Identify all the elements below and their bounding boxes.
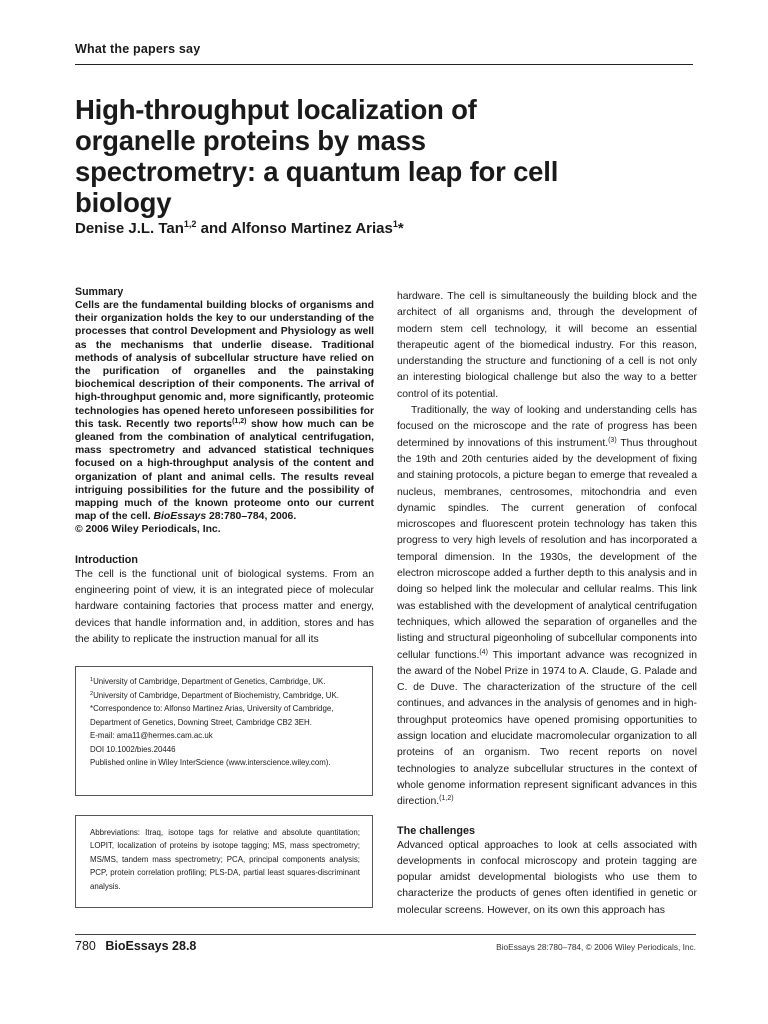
affiliations-box — [75, 666, 373, 796]
correspondence-line: *Correspondence to: Alfonso Martinez Arias, University of Cambridge, Department of Genetics, Downing Street, Cambridge CB2 3EH. — [90, 704, 334, 727]
correspondence-marker: * — [397, 220, 404, 237]
section-label: What the papers say — [75, 42, 201, 56]
article-title: High-throughput localization of organelle proteins by mass spectrometry: a quantum leap for cell biology — [75, 94, 559, 218]
page-number: 780 — [75, 939, 96, 953]
paragraph-text: Thus throughout the 19th and 20th centuries aided by the development of fixing and staining protocols, a picture began to emerge that revealed a nucleus, membranes, centrosomes, mitochondria and even dynamic spindles. The current generation of confocal microscopes and fluorescent protein technology has taken this progress to very high levels of resolution and has incorporated a temporal dimension. In the 1930s, the development of the electron microscope added a further depth to this analysis and in doing so helped link the molecular and cellular realms. This link was established with the development of analytical centrifugation techniques, which allowed the separation of organelles and the listing and structural pigeonholing of subcellular components into cellular functions. — [397, 437, 697, 661]
published-line: Published online in Wiley InterScience (www.interscience.wiley.com). — [90, 758, 331, 767]
summary-heading: Summary — [75, 286, 124, 298]
affiliation-text: University of Cambridge, Department of Genetics, Cambridge, UK. — [93, 677, 326, 686]
author-name: Denise J.L. Tan — [75, 220, 184, 237]
author-list — [75, 219, 695, 237]
paragraph-text: This important advance was recognized in the award of the Nobel Prize in 1974 to A. Claude, G. Palade and C. de Duve. The characterization of the structure of the cell continues, and advances in the analysis of genomes and in high-throughput proteomics have opened promising opportunities to assign location and elucidate macromolecular organization to all proteins of an organism. Two recent reports on novel technologies to analyze subcellular structures in the context of whole genome information represent significant advances in this direction. — [397, 649, 697, 808]
reference-marker: (1,2) — [232, 417, 247, 425]
body-paragraph — [397, 403, 697, 810]
reference-marker: (1,2) — [439, 795, 454, 803]
journal-issue: BioEssays 28.8 — [105, 939, 197, 953]
introduction-text: The cell is the functional unit of biological systems. From an engineering point of view, it is an integrated piece of molecular hardware containing factories that process matter and energy, devices that handle information and, in addition, stores and has the ability to replicate the instruction manual for all its — [75, 568, 374, 646]
affiliation-number: 1 — [90, 677, 94, 683]
right-column — [397, 289, 697, 919]
author-connector: and — [196, 220, 231, 237]
citation-journal: BioEssays — [153, 511, 207, 523]
reference-marker: (3) — [608, 436, 617, 444]
paragraph-text: Traditionally, the way of looking and understanding cells has focused on the microscope and the rate of progress has been determined by innovations of this instrument. — [397, 405, 697, 449]
affiliation-line — [90, 689, 360, 703]
left-column — [75, 286, 374, 649]
copyright-line: © 2006 Wiley Periodicals, Inc. — [75, 524, 221, 536]
affiliation-text: University of Cambridge, Department of Biochemistry, Cambridge, UK. — [93, 690, 339, 700]
introduction-heading: Introduction — [75, 553, 138, 566]
body-paragraph: Advanced optical approaches to look at cells associated with developments in confocal microscopy and protein tagging are popular amidst developmental biologists who use them to characterize the products of genes often identified in genetic or molecular screens. However, on its own this approach has — [397, 839, 697, 916]
citation-details: 28:780–784, 2006. — [206, 511, 297, 523]
summary-text — [75, 299, 374, 537]
email-line: E-mail: ama11@hermes.cam.ac.uk — [90, 731, 213, 740]
reference-marker: (4) — [479, 648, 488, 656]
footer-left — [75, 939, 196, 953]
footer-citation: BioEssays 28:780–784, © 2006 Wiley Periodicals, Inc. — [496, 942, 696, 952]
summary-text-part: Cells are the fundamental building blocks of organisms and their organization holds the key to our understanding of the processes that control Development and Physiology as well as the mechanisms that underlie disease. Traditional methods of analysis of subcellular structure have relied on the purification of organelles and the painstaking biochemical description of their components. The arrival of high-throughput genomic and, more significantly, proteomic technologies has opened hereto unforeseen possibilities for this task. Recently two reports — [75, 300, 374, 430]
footer-rule — [75, 934, 696, 935]
challenges-heading: The challenges — [397, 824, 476, 837]
header-rule — [75, 64, 693, 65]
affiliation-number: 2 — [90, 690, 94, 697]
affiliation-line — [90, 675, 360, 689]
abbreviations-text: Abbreviations: Itraq, isotope tags for relative and absolute quantitation; LOPIT, localization of proteins by isotope tagging; MS, mass spectrometry; MS/MS, tandem mass spectrometry; PCA, principal components analysis; PCP, protein correlation profiling; PLS-DA, partial least squares-discriminant analysis. — [90, 828, 360, 891]
doi-line: DOI 10.1002/bies.20446 — [90, 744, 176, 754]
summary-text-part: show how much can be gleaned from the combination of analytical centrifugation, mass spectrometry and advanced statistical techniques focused on a high-throughput analysis of the content and organization of plant and animal cells. The results reveal intriguing possibilities for the future and the possibility of mapping much of the known proteome onto our current map of the cell. — [75, 418, 374, 523]
affiliation-marker: 1 — [392, 219, 398, 229]
abbreviations-box — [75, 815, 373, 908]
affiliation-marker: 1,2 — [183, 219, 197, 229]
author-name: Alfonso Martinez Arias — [230, 220, 393, 237]
body-paragraph: hardware. The cell is simultaneously the building block and the architect of all organisms and, through the development of modern stem cell technology, it will become an essential therapeutic agent of the biomedical industry. For this reason, understanding the structure and functioning of a cell is not only an interesting biological challenge but also the way to a better control of its potential. — [397, 291, 697, 400]
